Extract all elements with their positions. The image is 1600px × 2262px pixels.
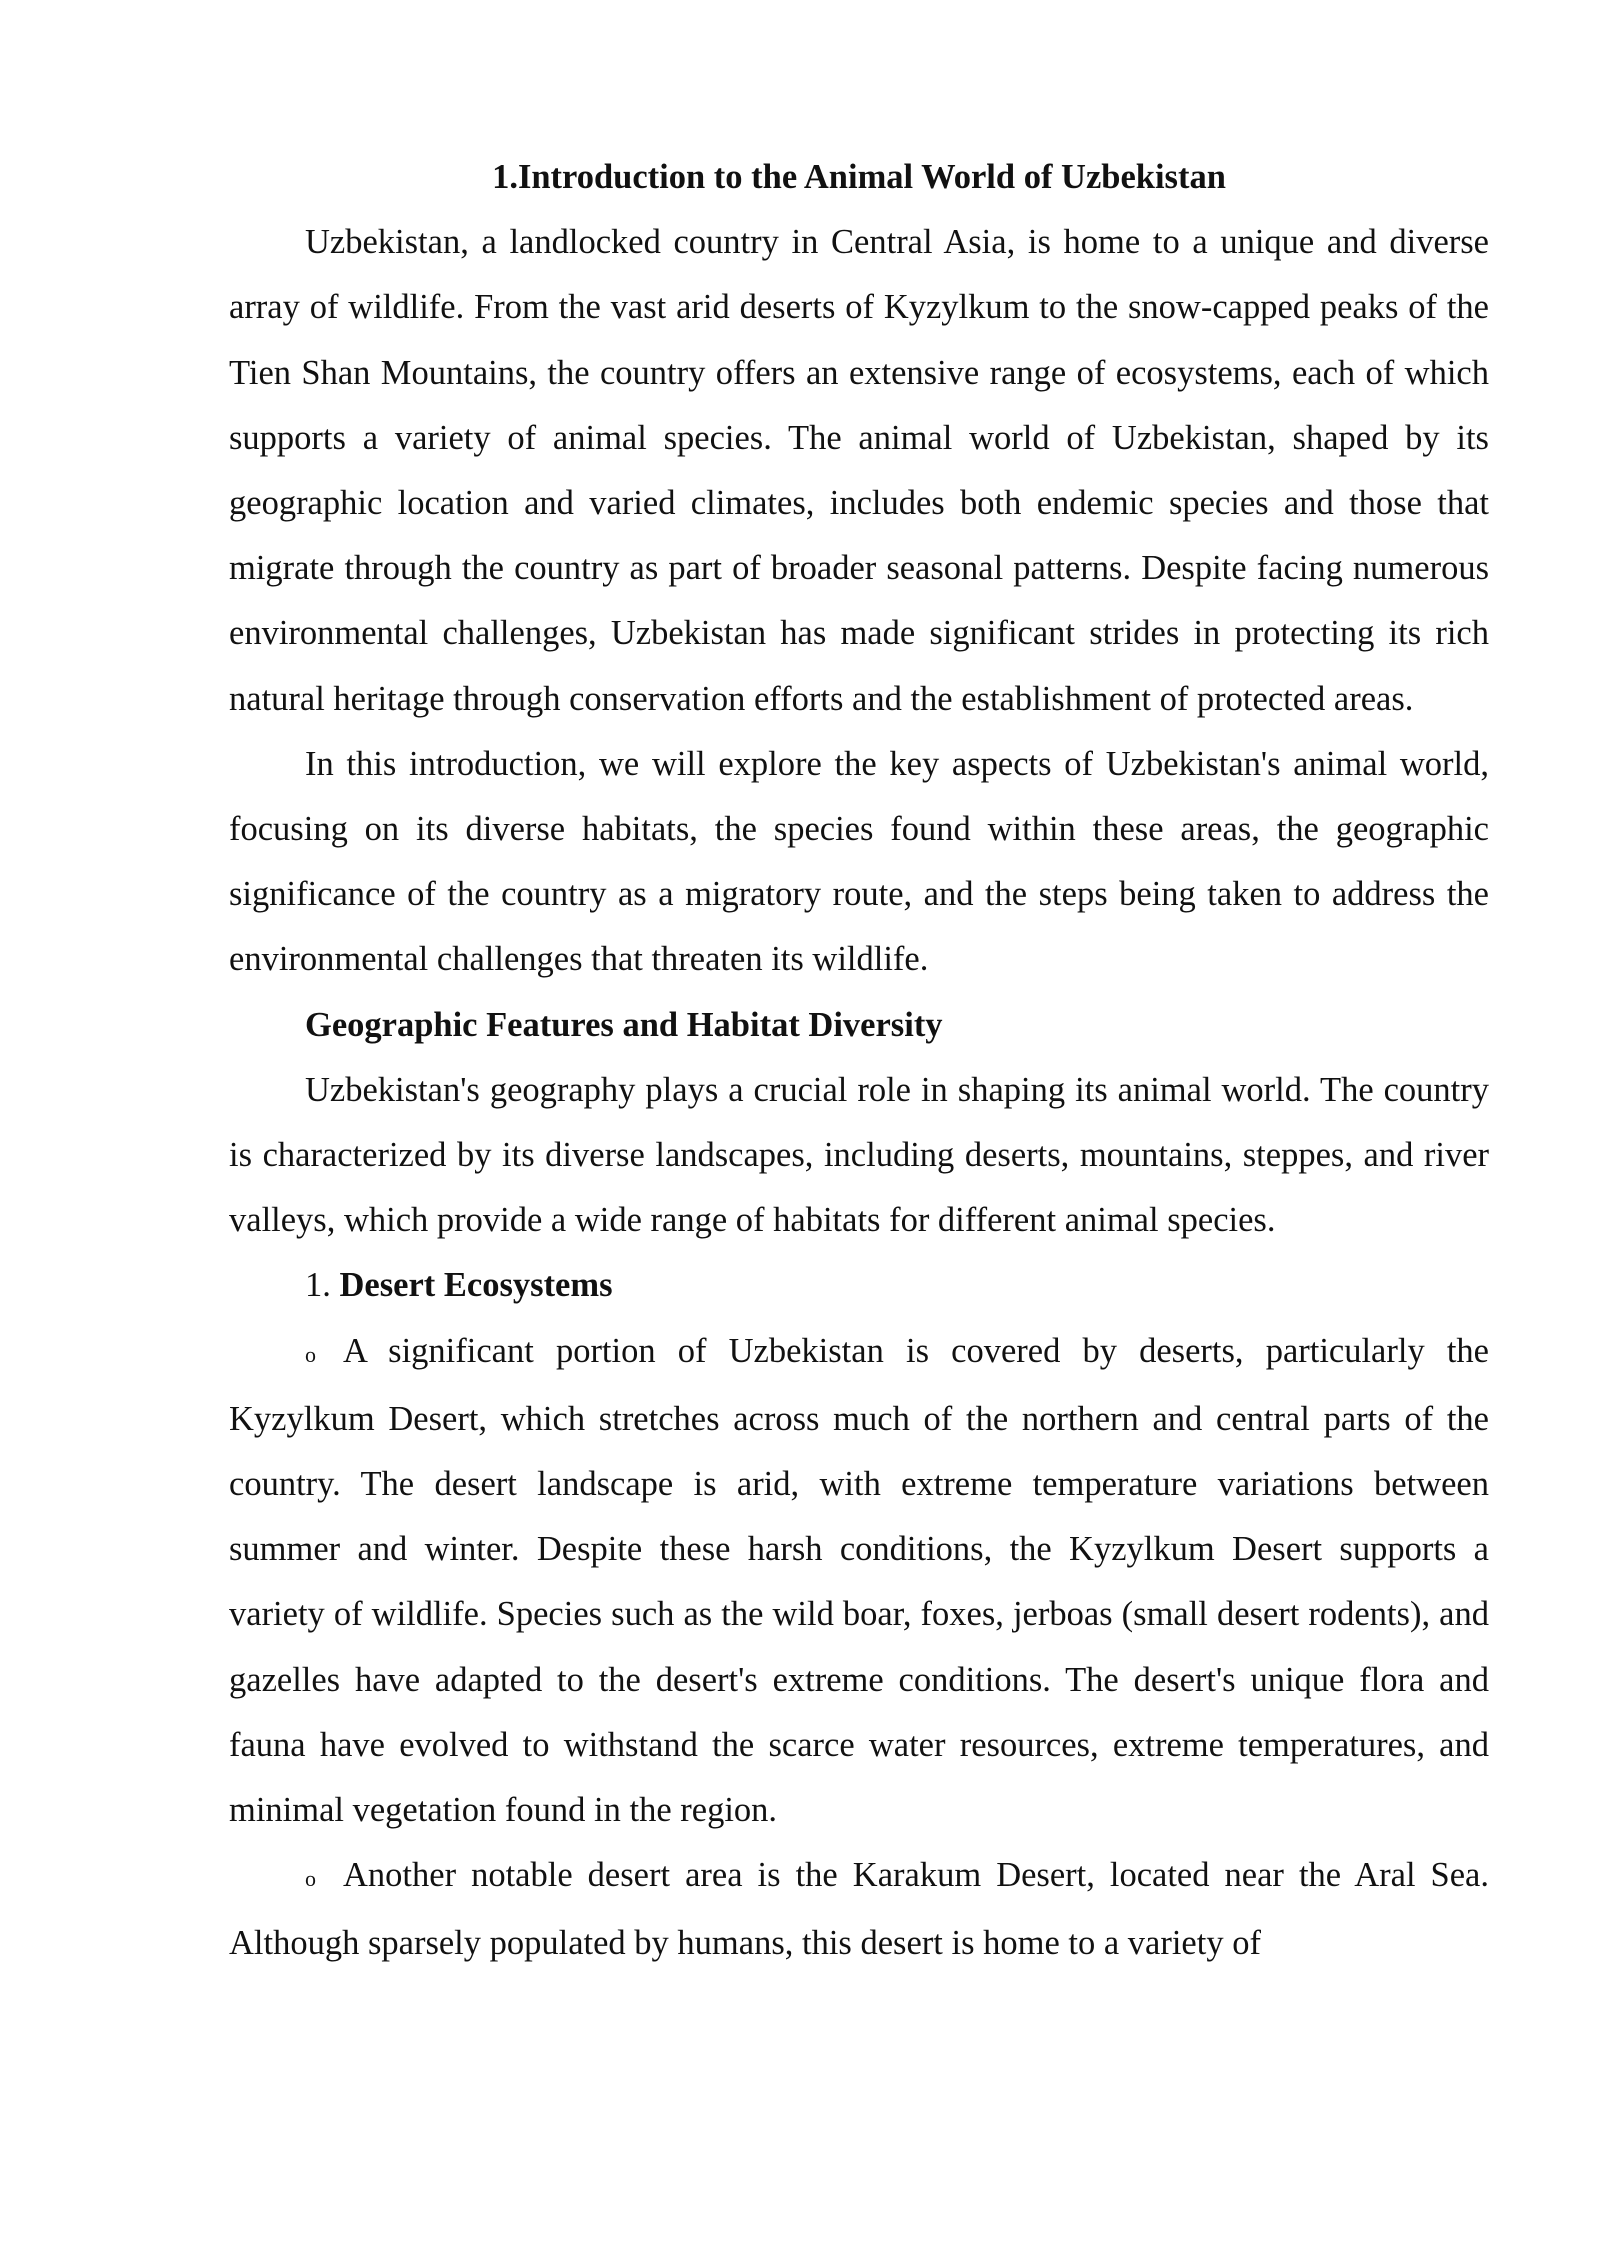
- bullet-marker: o: [305, 1341, 316, 1367]
- list-item-label: Desert Ecosystems: [339, 1266, 613, 1305]
- bullet-text: Another notable desert area is the Karakum Desert, located near the Aral Sea. Although sparsely populated by humans, this desert is home to a variety of: [229, 1856, 1489, 1963]
- section-paragraph: Uzbekistan's geography plays a crucial role in shaping its animal world. The country is characterized by its diverse landscapes, including deserts, mountains, steppes, and river valleys, which provide a wide range of habitats for different animal species.: [229, 1070, 1489, 1240]
- section-heading: Geographic Features and Habitat Diversity: [305, 1005, 943, 1044]
- document-title: 1.Introduction to the Animal World of Uzbekistan: [492, 158, 1226, 196]
- bullet-text: A significant portion of Uzbekistan is covered by deserts, particularly the Kyzylkum Desert, which stretches across much of the northern and central parts of the country. The desert landscape is arid, with extreme temperature variations between summer and winter. Despite these harsh conditions, the Kyzylkum Desert supports a variety of wildlife. Species such as the wild boar, foxes, jerboas (small desert rodents), and gazelles have adapted to the desert's extreme conditions. The desert's unique flora and fauna have evolved to withstand the scarce water resources, extreme temperatures, and minimal vegetation found in the region.: [229, 1331, 1489, 1830]
- bullet-paragraph-1: [229, 1319, 1489, 1844]
- intro-paragraph-2: In this introduction, we will explore the key aspects of Uzbekistan's animal world, focusing on its diverse habitats, the species found within these areas, the geographic significance of the country as a migratory route, and the steps being taken to address the environmental challenges that threaten its wildlife.: [229, 744, 1489, 979]
- list-number: 1.: [305, 1266, 331, 1305]
- bullet-marker: o: [305, 1866, 316, 1892]
- bullet-paragraph-2: [229, 1843, 1489, 1976]
- document-body: [229, 145, 1489, 1977]
- numbered-list-item: [229, 1253, 1489, 1318]
- intro-paragraph-1: Uzbekistan, a landlocked country in Central Asia, is home to a unique and diverse array of wildlife. From the vast arid deserts of Kyzylkum to the snow-capped peaks of the Tien Shan Mountains, the country offers an extensive range of ecosystems, each of which supports a variety of animal species. The animal world of Uzbekistan, shaped by its geographic location and varied climates, includes both endemic species and those that migrate through the country as part of broader seasonal patterns. Despite facing numerous environmental challenges, Uzbekistan has made significant strides in protecting its rich natural heritage through conservation efforts and the establishment of protected areas.: [229, 223, 1489, 718]
